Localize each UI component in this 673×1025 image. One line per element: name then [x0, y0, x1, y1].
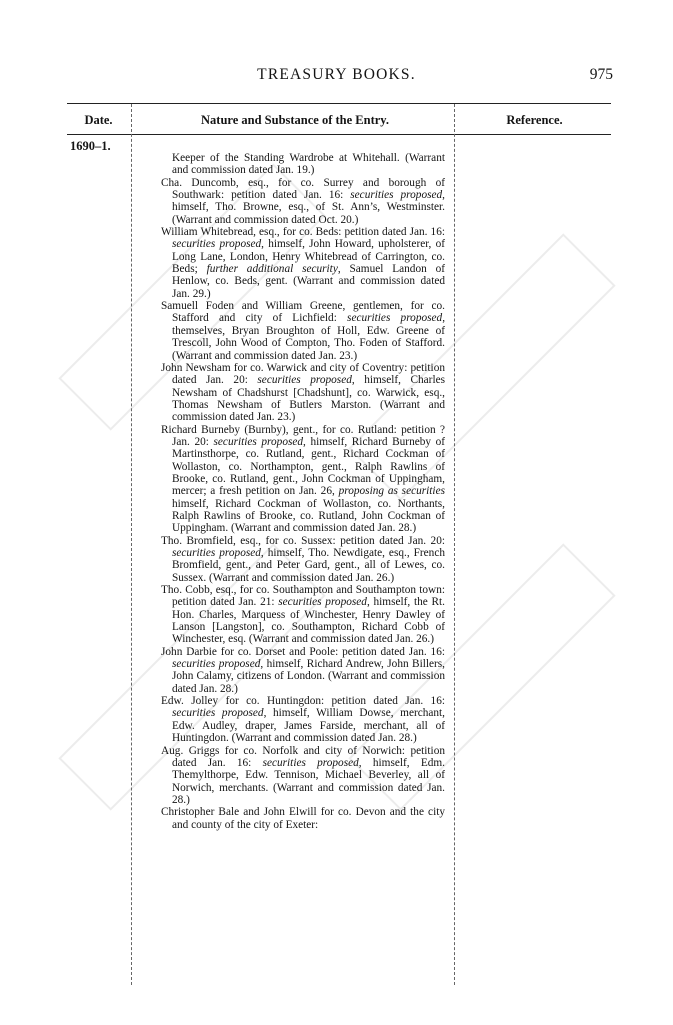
year-label: 1690–1. — [70, 139, 111, 153]
column-header-nature: Nature and Substance of the Entry. — [201, 113, 389, 127]
entry-paragraph: William Whitebread, esq., for co. Beds: petition dated Jan. 16: securities proposed, himself, John Howard, upholsterer, of Long Lane, London, Henry Whitebread of Carrington, co. Beds; further additional security, Samuel Landon of Henlow, co. Beds, gent. (Warrant and commission dated Jan. 29.) — [161, 226, 445, 300]
table-header-rule — [67, 134, 611, 135]
entry-paragraph: John Darbie for co. Dorset and Poole: petition dated Jan. 16: securities proposed, himself, Richard Andrew, John Billers, John Calamy, citizens of London. (Warrant and commission dated Jan. 28.) — [161, 645, 446, 695]
entry-paragraph: Cha. Duncomb, esq., for co. Surrey and borough of Southwark: petition dated Jan. 16: securities proposed, himself, Tho. Browne, esq., of St. Ann’s, Westminster. (Warrant and commission dated Oct. 20.) — [161, 176, 445, 226]
entry-paragraph: Samuell Foden and William Greene, gentlemen, for co. Stafford and city of Lichfield: securities proposed, themselves, Bryan Broughton of Holl, Edw. Greene of Trescoll, John Wood of Compton, Tho. Foden of Stafford. (Warrant and commission dated Jan. 23.) — [161, 300, 446, 362]
entry-paragraph: Christopher Bale and John Elwill for co. Devon and the city and county of the city of Exeter: — [161, 806, 445, 831]
running-title: TREASURY BOOKS. — [257, 66, 416, 83]
entry-paragraph: Tho. Cobb, esq., for co. Southampton and Southampton town: petition dated Jan. 21: securities proposed, himself, the Rt. Hon. Charles, Marquess of Winchester, Henry Dawley of Lanson [Langston], co. Southampton, Richard Cobb of Winchester, esq. (Warrant and commission dated Jan. 26.) — [161, 584, 445, 646]
entry-list — [161, 152, 445, 831]
column-header-date: Date. — [84, 113, 113, 127]
entry-paragraph: John Newsham for co. Warwick and city of Coventry: petition dated Jan. 20: securities proposed, himself, Charles Newsham of Chadshurst [Chadshunt], co. Warwick, esq., Thomas Newsham of Butlers Marston. (Warrant and commission dated Jan. 23.) — [161, 361, 445, 424]
entry-paragraph: Richard Burneby (Burnby), gent., for co. Rutland: petition ? Jan. 20: securities proposed, himself, Richard Burneby of Martinsthorpe, co. Rutland, gent., Richard Cockman of Wollaston, co. Northampton, gent., Ralph Rawlins of Brooke, co. Rutland, gent., John Cockman of Uppingham, mercer; a fresh petition on Jan. 26, proposing as securities himself, Richard Cockman of Wollaston, co. Northants, Ralph Rawlins of Brooke, co. Rutland, John Cockman of Uppingham. (Warrant and commission dated Jan. 28.) — [161, 423, 446, 535]
column-divider — [131, 104, 132, 985]
column-header-reference: Reference. — [506, 113, 563, 127]
table-top-rule — [67, 103, 611, 104]
entry-paragraph: Keeper of the Standing Wardrobe at Whitehall. (Warrant and commission dated Jan. 19.) — [172, 152, 445, 177]
column-divider — [454, 104, 455, 985]
entry-paragraph: Tho. Bromfield, esq., for co. Sussex: petition dated Jan. 20: securities proposed, himself, Tho. Newdigate, esq., French Bromfield, gent., and Peter Gard, gent., all of Lewes, co. Sussex. (Warrant and commission dated Jan. 26.) — [161, 534, 445, 584]
entry-paragraph: Aug. Griggs for co. Norfolk and city of Norwich: petition dated Jan. 16: securities proposed, himself, Edm. Themylthorpe, Edw. Tennison, Michael Beverley, all of Norwich, merchants. (Warrant and commission dated Jan. 28.) — [161, 744, 446, 806]
page-number: 975 — [589, 66, 613, 83]
entry-paragraph: Edw. Jolley for co. Huntingdon: petition dated Jan. 16: securities proposed, himself, William Dowse, merchant, Edw. Audley, draper, James Farside, merchant, all of Huntingdon. (Warrant and commission dated Jan. 28.) — [161, 695, 446, 745]
